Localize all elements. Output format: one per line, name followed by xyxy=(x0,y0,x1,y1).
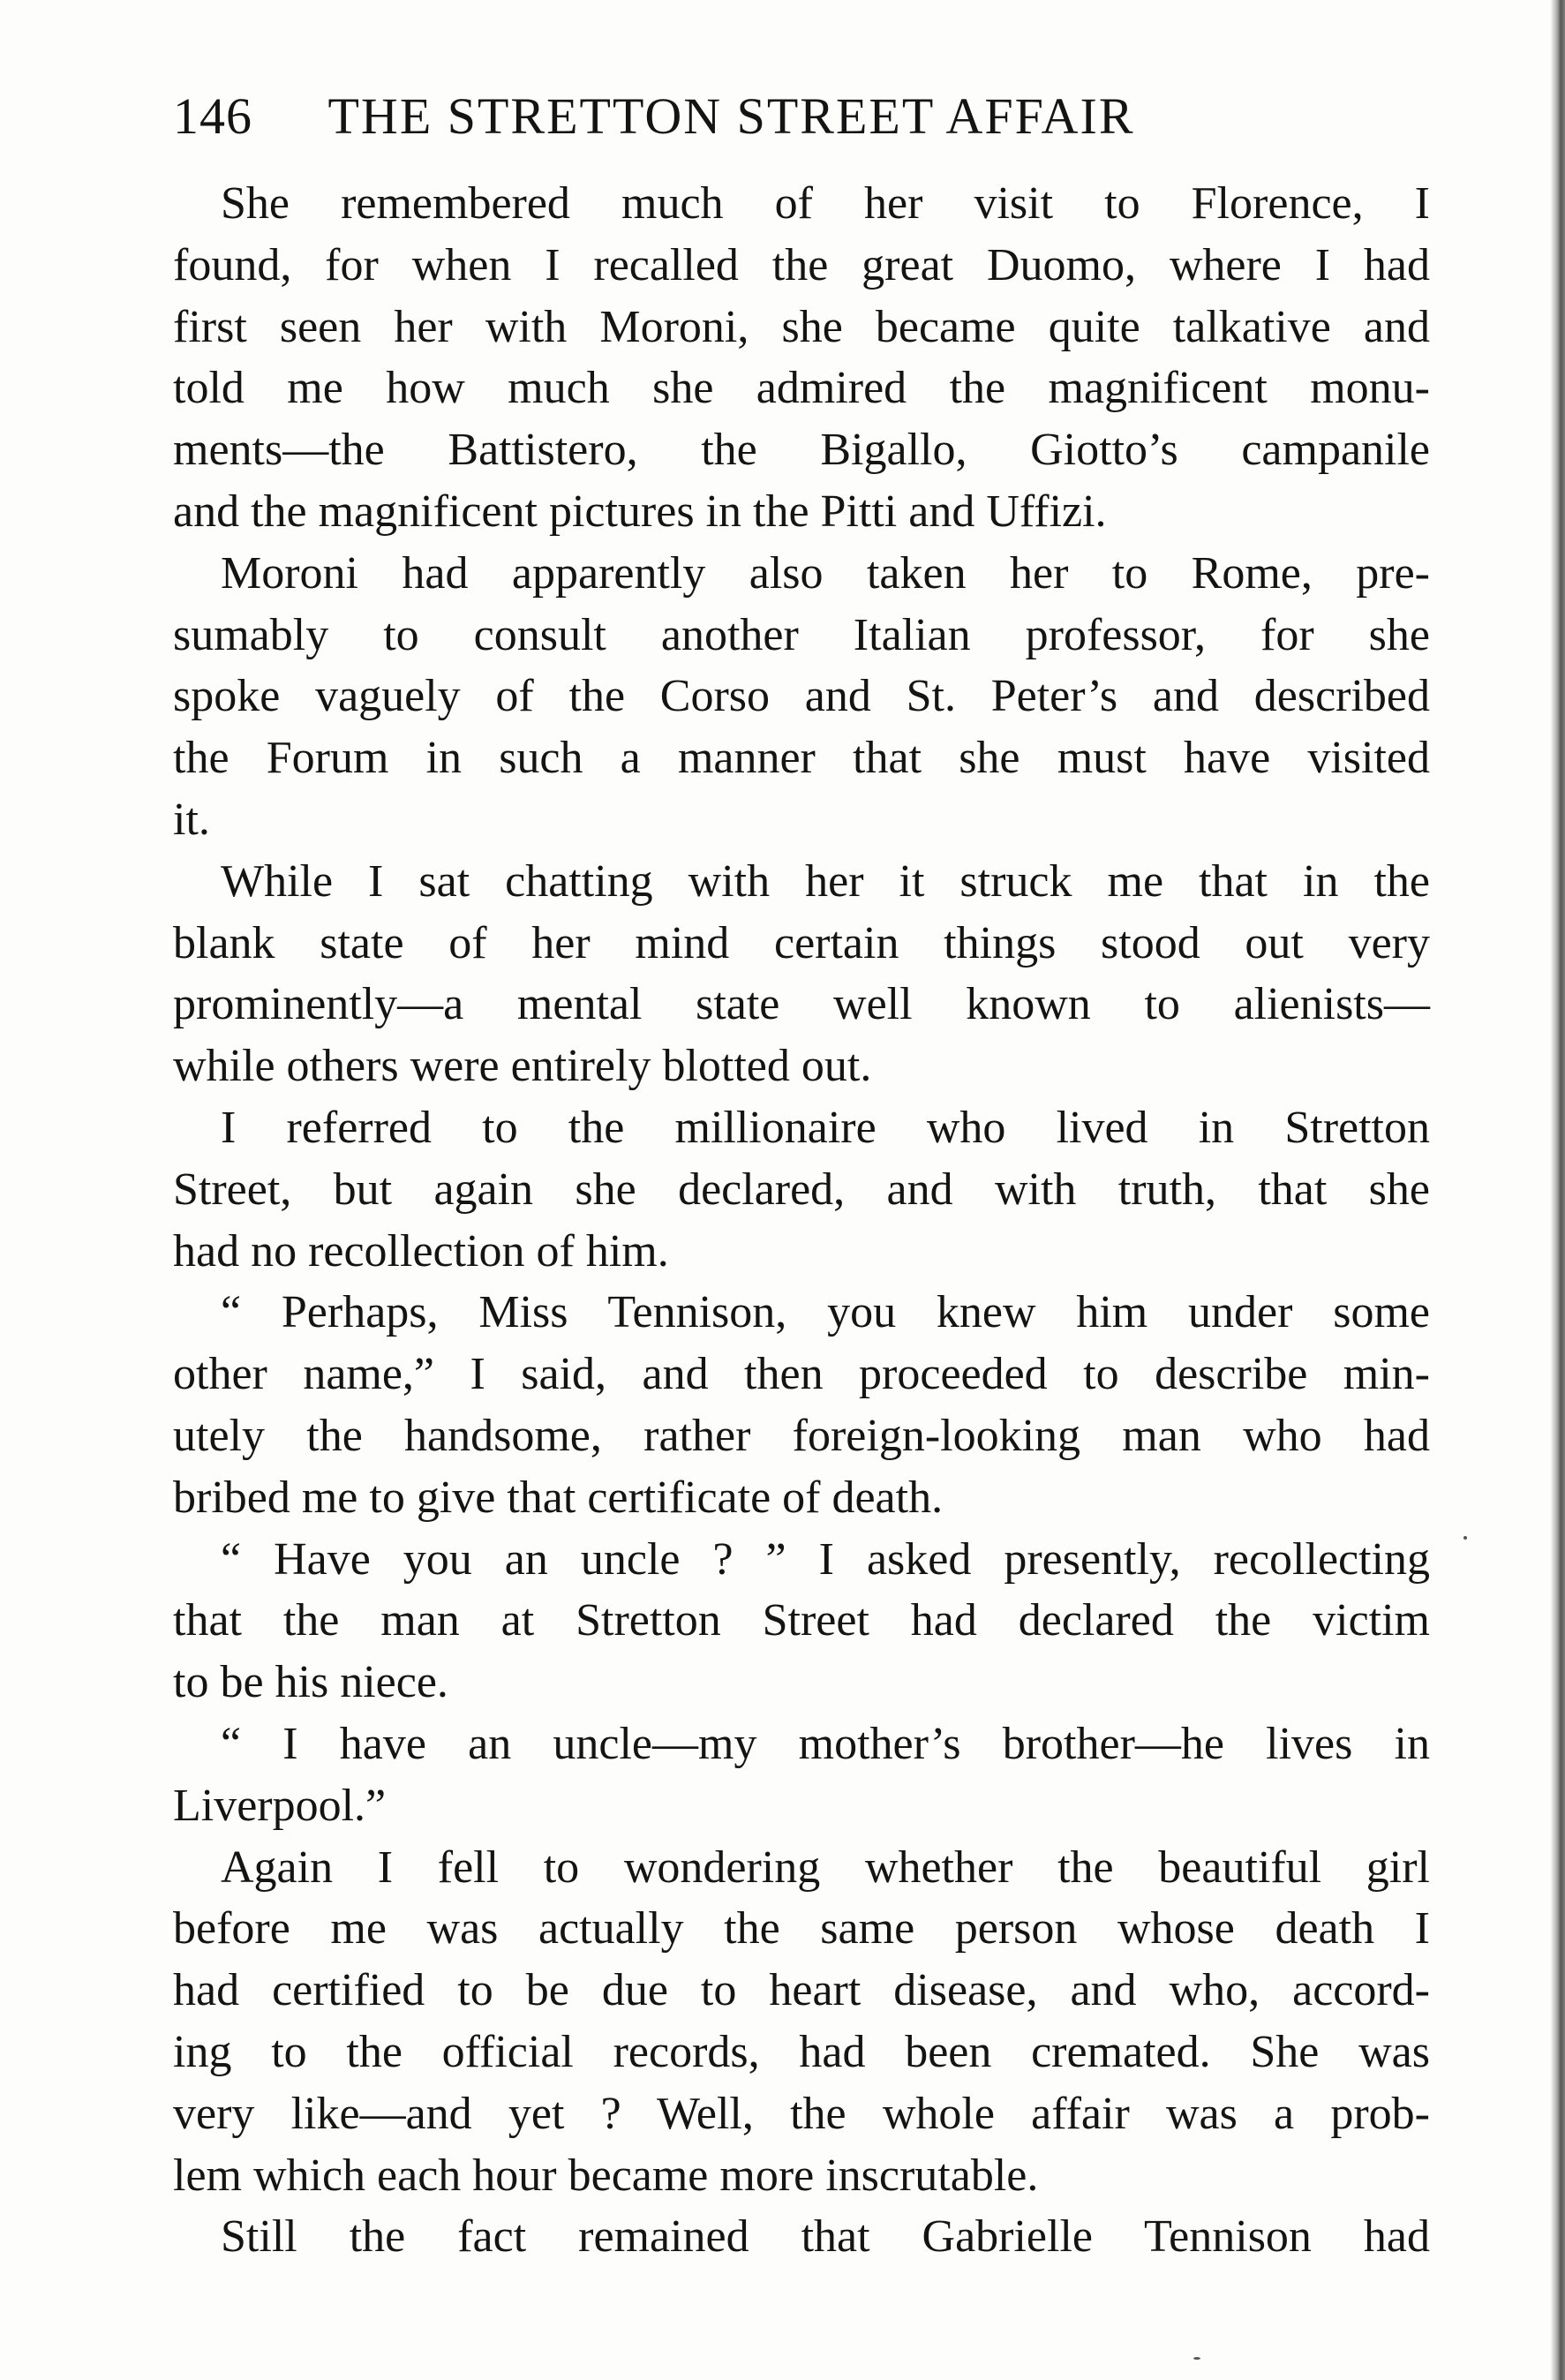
body-text xyxy=(173,173,1430,2268)
text-line: “ Perhaps, Miss Tennison, you knew him under some xyxy=(221,1287,1430,1338)
text-line: Moroni had apparently also taken her to Rome, pre- xyxy=(221,547,1430,599)
running-head xyxy=(173,81,1430,152)
running-title: THE STRETTON STREET AFFAIR xyxy=(327,87,1135,145)
text-line: Street, but again she declared, and with truth, that she xyxy=(173,1164,1430,1215)
text-line: “ Have you an uncle ? ” I asked presently, recollecting xyxy=(221,1533,1430,1585)
text-line: the Forum in such a manner that she must have visited xyxy=(173,733,1430,784)
text-line: She remembered much of her visit to Florence, I xyxy=(221,178,1430,229)
text-line: lem which each hour became more inscrutable. xyxy=(173,2150,1039,2201)
text-line: prominently—a mental state well known to alienists— xyxy=(173,979,1430,1030)
text-line: Again I fell to wondering whether the beautiful girl xyxy=(221,1841,1430,1893)
page-number: 146 xyxy=(173,87,252,145)
text-line: and the magnificent pictures in the Pitti and Uffizi. xyxy=(173,486,1107,537)
text-line: bribed me to give that certificate of death. xyxy=(173,1472,944,1523)
text-line: blank state of her mind certain things stood out very xyxy=(173,917,1430,968)
text-line: I referred to the millionaire who lived in Stretton xyxy=(221,1102,1430,1153)
text-line: other name,” I said, and then proceeded to describe min- xyxy=(173,1349,1430,1400)
text-line: before me was actually the same person whose death I xyxy=(173,1903,1430,1954)
page-binding-edge xyxy=(1551,0,1565,2380)
text-line: while others were entirely blotted out. xyxy=(173,1041,872,1092)
text-line: told me how much she admired the magnificent monu- xyxy=(173,363,1430,414)
text-line: that the man at Stretton Street had declared the victim xyxy=(173,1595,1430,1646)
scan-speck xyxy=(1193,2357,1200,2360)
text-line: very like—and yet ? Well, the whole affair was a prob- xyxy=(173,2088,1430,2139)
text-line: Still the fact remained that Gabrielle Tennison had xyxy=(221,2211,1430,2263)
text-line: found, for when I recalled the great Duomo, where I had xyxy=(173,239,1430,290)
scan-speck xyxy=(1463,1536,1467,1540)
text-line: had certified to be due to heart disease, and who, accord- xyxy=(173,1965,1430,2016)
text-line: to be his niece. xyxy=(173,1657,448,1708)
text-line: utely the handsome, rather foreign-looking man who had xyxy=(173,1410,1430,1461)
text-line: Liverpool.” xyxy=(173,1780,387,1831)
text-line: sumably to consult another Italian professor, for she xyxy=(173,609,1430,660)
text-line: While I sat chatting with her it struck me that in the xyxy=(221,855,1430,907)
text-line: first seen her with Moroni, she became quite talkative and xyxy=(173,301,1430,352)
text-line: ing to the official records, had been cremated. She was xyxy=(173,2026,1430,2077)
text-line: “ I have an uncle—my mother’s brother—he lives in xyxy=(221,1718,1430,1769)
text-line: ments—the Battistero, the Bigallo, Giotto’s campanile xyxy=(173,425,1430,476)
text-line: spoke vaguely of the Corso and St. Peter’s and described xyxy=(173,671,1430,722)
text-line: it. xyxy=(173,794,210,845)
text-line: had no recollection of him. xyxy=(173,1225,669,1277)
